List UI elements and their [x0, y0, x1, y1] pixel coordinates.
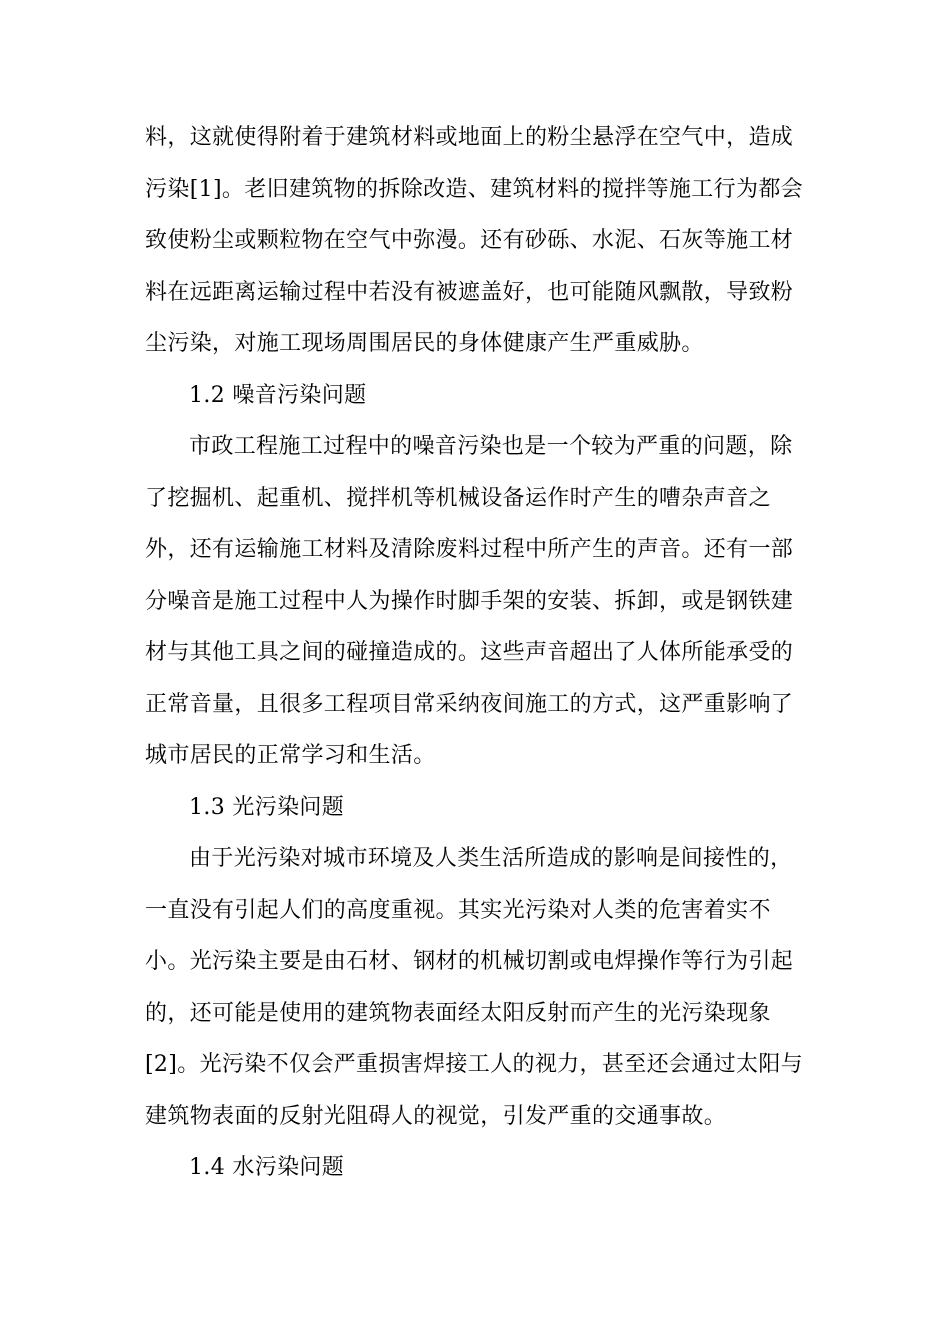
paragraph-line: 料在远距离运输过程中若没有被遮盖好，也可能随风飘散，导致粉	[145, 279, 794, 305]
paragraph-line: 了挖掘机、起重机、搅拌机等机械设备运作时产生的嘈杂声音之	[145, 485, 771, 511]
paragraph-line: 料，这就使得附着于建筑材料或地面上的粉尘悬浮在空气中，造成	[145, 125, 794, 150]
paragraph-line: 建筑物表面的反射光阻碍人的视觉，引发严重的交通事故。	[145, 1103, 727, 1129]
paragraph-line: 一直没有引起人们的高度重视。其实光污染对人类的危害着实不	[145, 897, 771, 923]
paragraph-line: 尘污染，对施工现场周围居民的身体健康产生严重威胁。	[145, 331, 704, 356]
section-heading: 1.2 噪音污染问题	[189, 382, 367, 408]
section-heading: 1.3 光污染问题	[189, 794, 345, 820]
paragraph-line: 由于光污染对城市环境及人类生活所造成的影响是间接性的，	[189, 846, 793, 871]
paragraph-line: 致使粉尘或颗粒物在空气中弥漫。还有砂砾、水泥、石灰等施工材	[145, 228, 794, 253]
document-page	[145, 112, 805, 1194]
paragraph-line: 污染[1]。老旧建筑物的拆除改造、建筑材料的搅拌等施工行为都会	[145, 176, 804, 202]
section-heading: 1.4 水污染问题	[189, 1155, 345, 1180]
paragraph-line: 材与其他工具之间的碰撞造成的。这些声音超出了人体所能承受的	[145, 640, 794, 665]
paragraph-line: 小。光污染主要是由石材、钢材的机械切割或电焊操作等行为引起	[145, 949, 794, 974]
paragraph-line: 的，还可能是使用的建筑物表面经太阳反射而产生的光污染现象	[145, 1000, 771, 1026]
paragraph-line: 分噪音是施工过程中人为操作时脚手架的安装、拆卸，或是钢铁建	[145, 588, 794, 614]
paragraph-line: 外，还有运输施工材料及清除废料过程中所产生的声音。还有一部	[145, 537, 794, 562]
paragraph-line: 城市居民的正常学习和生活。	[145, 743, 436, 768]
paragraph-line: 正常音量，且很多工程项目常采纳夜间施工的方式，这严重影响了	[145, 691, 794, 717]
paragraph-line: [2]。光污染不仅会严重损害焊接工人的视力，甚至还会通过太阳与	[145, 1052, 804, 1077]
paragraph-line: 市政工程施工过程中的噪音污染也是一个较为严重的问题，除	[189, 434, 793, 459]
